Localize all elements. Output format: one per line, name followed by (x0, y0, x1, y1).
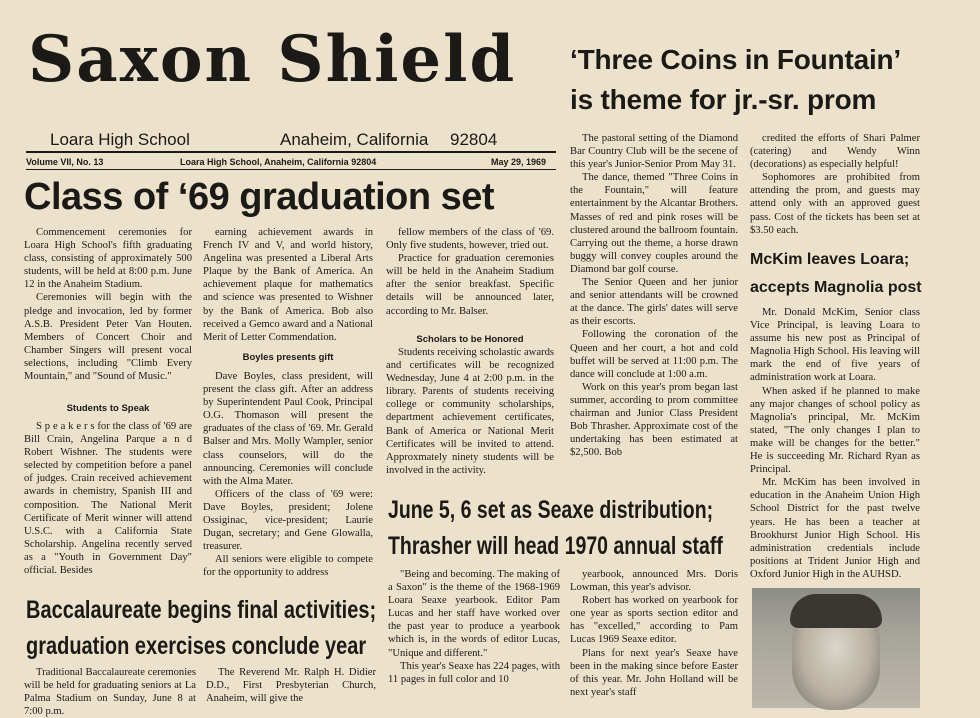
seaxe-paragraph: This year's Seaxe has 224 pages, with 11 pages in full color and 10 (388, 660, 560, 685)
seaxe-paragraph: Plans for next year's Seaxe have been in the making since before Easter of this year. Mr. John Holland will be next year's staff (570, 647, 738, 698)
graduation-paragraph: Practice for graduation ceremonies will be held in the Anaheim Stadium after the senior breakfast. Specific details will be announced later, according to Mr. Balser. (386, 253, 554, 317)
masthead-city: Anaheim, California (280, 130, 429, 149)
prom-headline-1: ‘Three Coins in Fountain’ (570, 44, 902, 75)
dateline-date: May 29, 1969 (491, 157, 547, 167)
students-to-speak-subhead: Students to Speak (66, 403, 150, 414)
prom-paragraph: The pastoral setting of the Diamond Bar Country Club will be the secene of this year's Junior-Senior Prom May 31. (570, 133, 738, 171)
masthead-zip: 92804 (450, 130, 498, 149)
baccalaureate-headline-2: graduation exercises conclude year (26, 632, 367, 660)
prom-paragraph: Work on this year's prom began last summer, according to prom committee chairman and Junior Class President Bob Thrasher. Approximate cost of the undertaking has been estimated at $2,500. Bob (570, 381, 738, 459)
prom-paragraph: Sophomores are prohibited from attending the prom, and guests may attend only with an approved guest pass. Cost of the tickets has been set at $3.50 each. (750, 172, 920, 236)
masthead-school: Loara High School (50, 130, 190, 149)
boyles-subhead: Boyles presents gift (242, 352, 334, 363)
seaxe-paragraph: Robert has worked on yearbook for one year as sports section editor and has "excelled," according to Pam Lucas 1969 Seaxe editor. (570, 595, 738, 646)
graduation-paragraph: Commencement ceremonies for Loara High School's fifth graduating class, consisting of approximately 500 students, will be held at 8:00 p.m. June 12 in the Anaheim Stadium. (24, 227, 192, 291)
graduation-column-3b (386, 346, 554, 478)
prom-headline-2: is theme for jr.-sr. prom (570, 84, 877, 115)
masthead-rule-top (26, 151, 556, 153)
graduation-paragraph: earning achievement awards in French IV and V, and world history, Angelina was presented a Liberal Arts Plaque by the Bank of America. An achievement plaque for mathematics and science was presented to Wishner by the Bank of America. Bob also received a Gemco award and a National Merit of Letter Commendation. (203, 227, 373, 343)
seaxe-paragraph: yearbook, announced Mrs. Doris Lowman, this year's advisor. (570, 569, 738, 594)
prom-column-2 (750, 132, 920, 236)
baccalaureate-paragraph: Traditional Baccalaureate ceremonies will be held for graduating seniors at La Palma Stadium on Sunday, June 8 at 7:00 p.m. (24, 667, 196, 718)
dateline-school: Loara High School, Anaheim, California 92804 (180, 157, 377, 167)
mckim-headline-2: accepts Magnolia post (750, 279, 922, 296)
graduation-paragraph: Officers of the class of '69 were: Dave Boyles, president; Jolene Ossiginac, vice-president; Laurie Dugan, secretary; and Gene Glowalla, treasurer. (203, 488, 373, 553)
mckim-photo (752, 588, 920, 708)
scholars-subhead: Scholars to be Honored (416, 334, 524, 345)
mckim-paragraph: Mr. McKim has been involved in education in the Anaheim Union High School District for the past twelve years. He has been a teacher at Brookhurst Junior High School. His administration credentials include positions at Trident Junior High and Oxford Junior High in the AUHSD. (750, 477, 920, 580)
mckim-body (750, 306, 920, 580)
graduation-paragraph: Dave Boyles, class president, will present the class gift. After an address by Superintendent Paul Cook, Principal O.G. Thomason will present the graduates of the class of '69. Mr. Gerald Balser and Mrs. Molly Wampler, senior class counselors, will do the announcing. Ceremonies will conclude with the Alma Mater. (203, 371, 373, 487)
masthead-title: Saxon Shield (28, 22, 517, 97)
baccalaureate-paragraph: The Reverend Mr. Ralph H. Didier D.D., First Presbyterian Church, Anaheim, will give the (206, 667, 376, 705)
graduation-paragraph: All seniors were eligible to compete for the opportunity to address (203, 554, 373, 579)
graduation-column-2b (203, 370, 373, 578)
baccalaureate-column-1 (24, 666, 196, 718)
graduation-paragraph: S p e a k e r s for the class of '69 are Bill Crain, Angelina Parque a n d Robert Wishner. The students were selected by competition before a panel of judges. Crain received achievement awards in chemistry, Spanish III and composition. The National Merit Certificate of Merit winner will attend U.S.C. with a California State Scholarship. Angelina recently served as a "Youth in Government Day" official. Besides (24, 421, 192, 577)
dateline-volume: Volume VII, No. 13 (26, 157, 104, 167)
mckim-paragraph: When asked if he planned to make any major changes of school policy as Magnolia's principal, Mr. McKim stated, "The only changes I plan to make will be changes for the better." He is succeeding Mr. Richard Ryan as Principal. (750, 385, 920, 476)
portrait-hair (790, 594, 882, 628)
baccalaureate-headline-1: Baccalaureate begins final activities; (26, 596, 377, 624)
graduation-paragraph: Students receiving scholastic awards and certificates will be recognized Wednesday, June 4 at 2:00 p.m. in the library. Parents of students receiving college or community scholarships, department achievement certificates, Bank of America or National Merit Certificates will be invited to attend. Approxmately ninety students will be involved in the activity. (386, 347, 554, 476)
seaxe-column-1 (388, 568, 560, 708)
graduation-column-1b (24, 420, 192, 578)
seaxe-headline-1: June 5, 6 set as Seaxe distribution; (388, 496, 714, 524)
prom-paragraph: Following the coronation of the Queen and her court, a hot and cold buffet will be served at 11:00 p.m. The dance will conclude at 1:00 a.m. (570, 329, 738, 380)
prom-column-1 (570, 132, 738, 478)
graduation-paragraph: fellow members of the class of '69. Only five students, however, tried out. (386, 227, 554, 252)
baccalaureate-column-2 (206, 666, 376, 708)
graduation-headline: Class of ‘69 graduation set (24, 176, 495, 218)
graduation-paragraph: Ceremonies will begin with the pledge and invocation, led by former A.S.B. President Peter Van Houten. Members of Concert Choir and Chamber Singers will present vocal selections, including "Climb Every Mountain," and "Sound of Music." (24, 292, 192, 383)
prom-paragraph: credited the efforts of Shari Palmer (catering) and Wendy Winn (decorations) as especially helpful! (750, 133, 920, 171)
seaxe-column-2 (570, 568, 738, 708)
mckim-paragraph: Mr. Donald McKim, Senior class Vice Principal, is leaving Loara to assume his new post as Principal of Magnolia High School. His leaving will mark the end of five years of administration work at Loara. (750, 307, 920, 384)
graduation-column-1 (24, 226, 192, 398)
masthead-rule-bottom (26, 169, 556, 170)
seaxe-paragraph: "Being and becoming. The making of a Saxon" is the theme of the 1968-1969 Loara Seaxe yearbook. Editor Pam Lucas and her staff have worked over the past year to produce a yearbook which is, in the words of editor Lucas, "Unique and different." (388, 569, 560, 659)
seaxe-headline-2: Thrasher will head 1970 annual staff (388, 532, 723, 560)
mckim-headline-1: McKim leaves Loara; (750, 251, 910, 268)
prom-paragraph: The Senior Queen and her junior and senior attendants will be crowned at the dance. The girls' dates will serve as their escorts. (570, 277, 738, 328)
graduation-column-3 (386, 226, 554, 332)
prom-paragraph: The dance, themed "Three Coins in the Fountain," will feature entertainment by the Alcantar Brothers. Masses of red and pink roses will be clustered around the ballroom fountain. Carrying out the theme, a horse drawn buggy will convey couples around the Diamond bar golf course. (570, 172, 738, 275)
graduation-column-2 (203, 226, 373, 348)
